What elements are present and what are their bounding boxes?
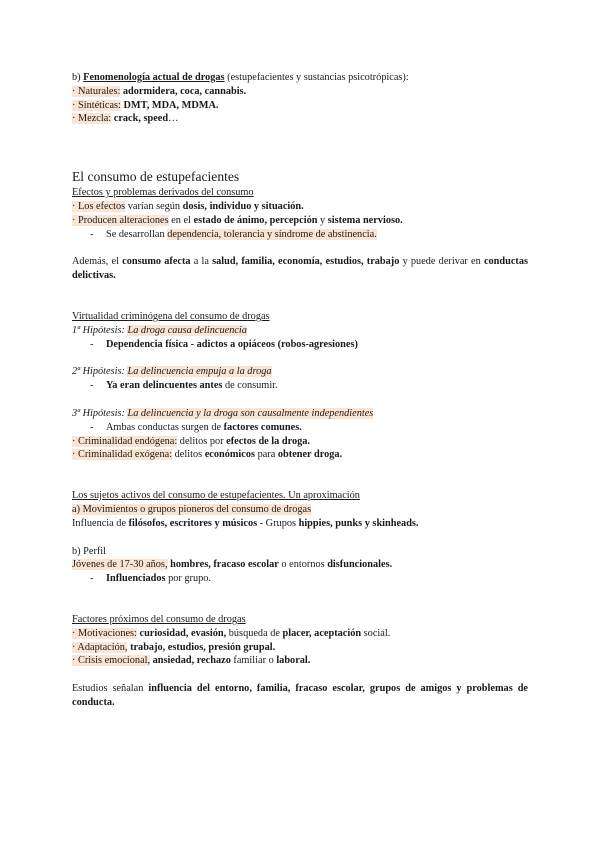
hipotesis3-point-bold: factores comunes. [223, 421, 302, 433]
efectos-bold: dosis, individuo y situación. [182, 200, 304, 212]
fenomenologia-heading [72, 71, 528, 85]
mezcla-line [72, 112, 528, 126]
alteraciones-line [72, 214, 528, 228]
mezcla-tail: … [168, 113, 179, 125]
consumo-title: El consumo de estupefacientes [72, 169, 240, 185]
influenciados-bold: Influenciados [106, 573, 166, 585]
crisis-text1: familiar o [230, 655, 277, 667]
crisis-line [72, 654, 528, 668]
heading-title: Fenomenología actual de drogas [83, 72, 225, 83]
influenciados-rest: por grupo. [165, 573, 211, 585]
influencia-text: Influencia de [72, 517, 129, 529]
influencia-bold: filósofos, escritores y músicos [128, 517, 258, 529]
naturales-label: · Naturales: [72, 85, 121, 97]
exogena-bold2: obtener droga. [277, 449, 343, 461]
ademas-b2: salud, familia, economía, estudios, trabajo [212, 256, 400, 268]
motivaciones-text1: búsqueda de [226, 627, 283, 639]
heading-prefix: b) [72, 72, 84, 83]
influencia-grupos: - Grupos [257, 517, 299, 529]
endogena-line [72, 435, 528, 449]
motivaciones-bold2: placer, aceptación [282, 627, 362, 639]
movimientos-heading [72, 503, 528, 517]
endogena-label: · Criminalidad endógena: [72, 435, 178, 447]
estudios-text: Estudios señalan [72, 683, 149, 695]
perfil-highlight: Jóvenes de 17-30 años, [72, 559, 168, 571]
consumo-subtitle: Efectos y problemas derivados del consumo [72, 187, 254, 199]
hipotesis3-highlight: La delincuencia y la droga son causalmente independientes [127, 407, 374, 419]
motivaciones-bold1: curiosidad, evasión, [139, 627, 227, 639]
hipotesis2-line [72, 365, 528, 379]
hipotesis2-label: 2ª Hipótesis: [72, 366, 125, 378]
endogena-text: delitos por [177, 435, 227, 447]
mezcla-items: crack, speed [111, 113, 169, 125]
alteraciones-bold1: estado de ánimo, percepción [193, 214, 318, 226]
efectos-text: varían según [125, 200, 183, 212]
alteraciones-bold2: sistema nervioso. [327, 214, 403, 226]
perfil-bold1: hombres, fracaso escolar [170, 559, 279, 571]
exogena-para: para [255, 449, 278, 461]
hipotesis2-point [72, 379, 528, 393]
perfil-line [72, 558, 528, 572]
exogena-text: delitos [172, 449, 205, 461]
fenomenologia-section [72, 71, 528, 126]
ademas-t3: y puede derivar en [399, 256, 484, 268]
hipotesis3-label: 3ª Hipótesis: [72, 407, 125, 419]
ademas-t1: Además, el [72, 256, 123, 268]
naturales-line [72, 85, 528, 99]
virtualidad-title: Virtualidad criminógena del consumo de drogas [72, 310, 270, 322]
crisis-label: · Crisis emocional, [72, 655, 151, 667]
mezcla-label: · Mezcla: [72, 113, 112, 125]
motivaciones-line [72, 627, 528, 641]
perfil-heading: b) Perfil [72, 545, 107, 557]
desarrollan-point [72, 228, 528, 242]
sujetos-section [72, 489, 528, 586]
influencia-line [72, 517, 528, 531]
consumo-section [72, 169, 528, 283]
influenciados-point [72, 572, 528, 586]
crisis-bold2: laboral. [276, 655, 311, 667]
efectos-line [72, 200, 528, 214]
adaptacion-label: · Adaptación, [72, 641, 128, 653]
hipotesis1-point [72, 338, 528, 352]
hipotesis2-point-rest: de consumir. [222, 380, 278, 392]
perfil-bold2: disfuncionales. [327, 559, 393, 571]
crisis-bold1: ansiedad, rechazo [152, 655, 231, 667]
desarrollan-text: Se desarrollan [106, 228, 168, 240]
exogena-label: · Criminalidad exógena: [72, 449, 173, 461]
hipotesis3-point [72, 421, 528, 435]
hipotesis1-highlight: La droga causa delincuencia [127, 324, 247, 336]
virtualidad-section [72, 310, 528, 462]
naturales-items: adormidera, coca, cannabis. [120, 85, 247, 97]
endogena-bold: efectos de la droga. [226, 435, 311, 447]
perfil-o: o entornos [278, 559, 328, 571]
alteraciones-label: · Producen alteraciones [72, 214, 169, 226]
adaptacion-line [72, 641, 528, 655]
estudios-bold: influencia del entorno, familia, fracaso escolar, grupos de amigos y problemas de conducta. [72, 683, 528, 708]
hipotesis3-line [72, 407, 528, 421]
heading-suffix: (estupefacientes y sustancias psicotrópicas): [224, 72, 409, 83]
ademas-b3: conductas delictivas. [72, 256, 529, 282]
hipotesis1-line [72, 324, 528, 338]
sinteticas-line [72, 99, 528, 113]
desarrollan-highlight: dependencia, tolerancia y síndrome de abstinencia. [167, 228, 377, 240]
influencia-grupos-bold: hippies, punks y skinheads. [298, 517, 419, 529]
efectos-label: · Los efectos [72, 200, 126, 212]
sinteticas-label: · Sintéticas: [72, 99, 121, 111]
hipotesis3-point-text: Ambas conductas surgen de [106, 421, 224, 433]
hipotesis2-highlight: La delincuencia empuja a la droga [127, 366, 272, 378]
movimientos-heading-text: a) Movimientos o grupos pioneros del consumo de drogas [72, 503, 312, 515]
motivaciones-text2: social. [361, 627, 391, 639]
alteraciones-text: en el [168, 214, 194, 226]
ademas-b1: consumo afecta [122, 256, 191, 268]
hipotesis1-point-text: Dependencia física - adictos a opiáceos (robos-agresiones) [106, 338, 358, 350]
estudios-paragraph [72, 682, 528, 710]
ademas-paragraph [72, 255, 528, 283]
sujetos-title: Los sujetos activos del consumo de estupefacientes. Un aproximación [72, 490, 360, 502]
exogena-bold1: económicos [204, 449, 256, 461]
ademas-t2: a la [190, 256, 213, 268]
exogena-line [72, 448, 528, 462]
alteraciones-y: y [317, 214, 328, 226]
factores-title: Factores próximos del consumo de drogas [72, 613, 246, 625]
factores-section [72, 613, 528, 710]
hipotesis2-point-bold: Ya eran delincuentes antes [106, 380, 223, 392]
adaptacion-bold: trabajo, estudios, presión grupal. [130, 641, 276, 653]
hipotesis1-label: 1ª Hipótesis: [72, 324, 125, 336]
sinteticas-items: DMT, MDA, MDMA. [120, 99, 219, 111]
motivaciones-label: · Motivaciones: [72, 627, 137, 639]
